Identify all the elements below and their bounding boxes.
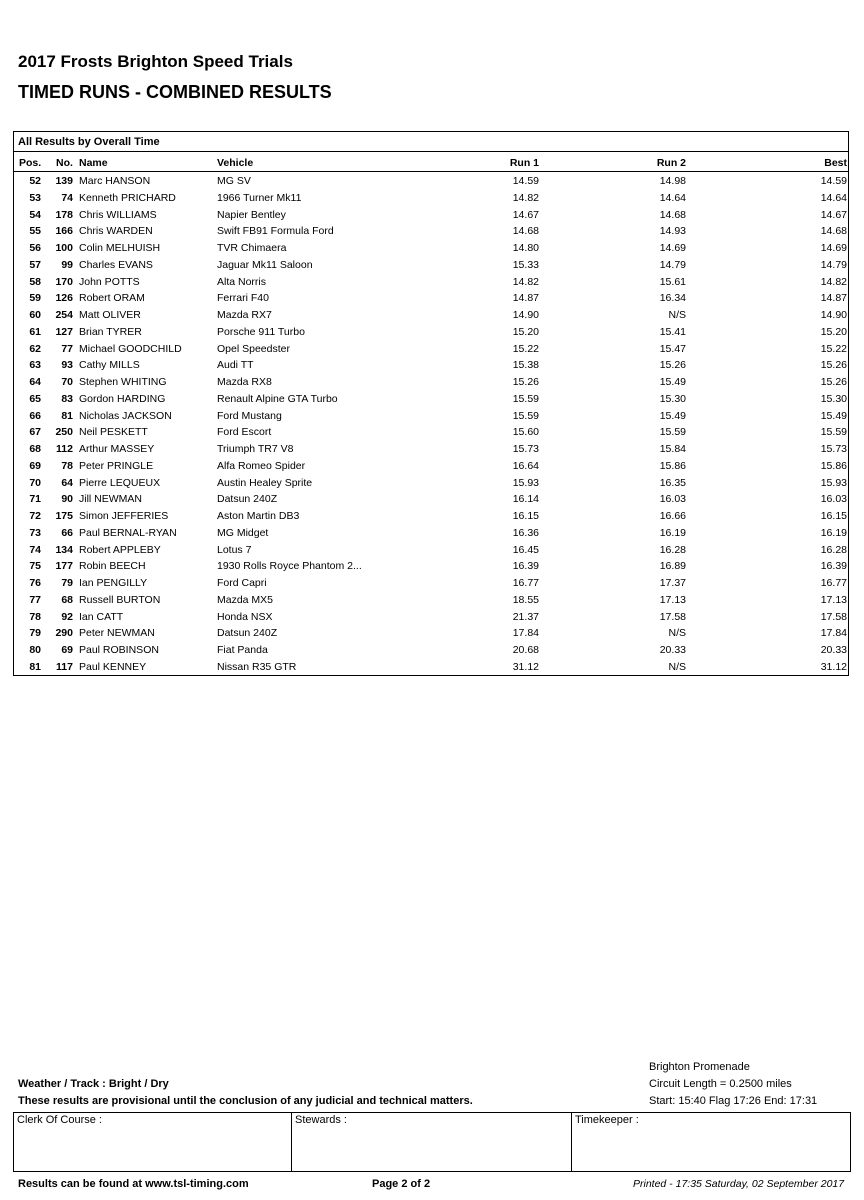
cell-best: 14.68 xyxy=(820,225,847,238)
cell-name: Brian TYRER xyxy=(79,325,142,338)
cell-name: Charles EVANS xyxy=(79,258,153,271)
table-row xyxy=(14,257,848,273)
cell-no: 64 xyxy=(61,476,73,489)
cell-pos: 70 xyxy=(29,476,41,489)
cell-name: Gordon HARDING xyxy=(79,392,166,405)
cell-run2: N/S xyxy=(668,309,686,321)
table-row xyxy=(14,173,848,189)
cell-pos: 52 xyxy=(29,175,41,187)
stewards-cell xyxy=(291,1113,571,1171)
cell-no: 170 xyxy=(55,275,73,288)
cell-pos: 63 xyxy=(29,359,41,372)
event-title: 2017 Frosts Brighton Speed Trials xyxy=(18,52,293,71)
cell-run2: 16.19 xyxy=(659,526,686,539)
cell-run1: 20.68 xyxy=(512,644,539,656)
cell-name: Robert APPLEBY xyxy=(79,543,161,556)
cell-no: 175 xyxy=(55,510,73,522)
cell-name: Colin MELHUISH xyxy=(79,242,161,254)
header-run2: Run 2 xyxy=(656,157,686,169)
cell-name: Cathy MILLS xyxy=(79,359,140,372)
table-row xyxy=(14,240,848,256)
cell-name: Peter PRINGLE xyxy=(79,459,154,472)
cell-vehicle: Nissan R35 GTR xyxy=(217,660,297,673)
results-caption: All Results by Overall Time xyxy=(18,136,160,148)
table-row xyxy=(14,207,848,223)
provisional-notice: These results are provisional until the conclusion of any judicial and technical matters. xyxy=(18,1095,473,1107)
cell-best: 31.12 xyxy=(820,660,847,673)
cell-pos: 76 xyxy=(29,577,41,589)
printed-timestamp: Printed - 17:35 Saturday, 02 September 2017 xyxy=(633,1178,845,1190)
page-title: TIMED RUNS - COMBINED RESULTS xyxy=(18,82,332,102)
cell-vehicle: Austin Healey Sprite xyxy=(217,476,313,489)
cell-run2: 16.89 xyxy=(659,560,686,573)
cell-name: Russell BURTON xyxy=(79,593,161,606)
cell-best: 15.26 xyxy=(820,376,847,388)
cell-run2: 15.61 xyxy=(659,275,686,288)
cell-run1: 15.22 xyxy=(512,342,539,355)
table-header xyxy=(14,155,848,171)
table-row xyxy=(14,542,848,558)
cell-vehicle: Aston Martin DB3 xyxy=(217,510,300,522)
table-row xyxy=(14,592,848,608)
cell-run2: 15.47 xyxy=(659,342,686,355)
cell-best: 14.82 xyxy=(820,275,847,288)
cell-name: Jill NEWMAN xyxy=(79,493,142,506)
cell-pos: 77 xyxy=(29,593,41,606)
cell-pos: 72 xyxy=(29,510,41,522)
table-row xyxy=(14,424,848,440)
cell-no: 92 xyxy=(61,610,73,623)
cell-no: 83 xyxy=(61,392,73,405)
table-row xyxy=(14,642,848,658)
cell-pos: 69 xyxy=(29,459,41,472)
cell-vehicle: Mazda MX5 xyxy=(217,593,274,606)
cell-vehicle: Alta Norris xyxy=(217,275,267,288)
cell-run1: 16.15 xyxy=(512,510,539,522)
cell-no: 78 xyxy=(61,459,73,472)
timekeeper-label: Timekeeper : xyxy=(575,1114,639,1126)
cell-no: 81 xyxy=(61,409,73,422)
cell-vehicle: Swift FB91 Formula Ford xyxy=(217,225,334,238)
cell-no: 290 xyxy=(55,627,73,640)
cell-vehicle: 1966 Turner Mk11 xyxy=(217,191,302,204)
results-website: Results can be found at www.tsl-timing.com xyxy=(18,1178,249,1190)
cell-pos: 80 xyxy=(29,644,41,656)
cell-name: Simon JEFFERIES xyxy=(79,510,169,522)
cell-name: Matt OLIVER xyxy=(79,309,141,321)
cell-run1: 15.26 xyxy=(512,376,539,388)
cell-no: 177 xyxy=(55,560,73,573)
header-divider xyxy=(14,171,848,172)
cell-no: 112 xyxy=(56,443,73,455)
session-times: Start: 15:40 Flag 17:26 End: 17:31 xyxy=(649,1095,818,1107)
cell-no: 70 xyxy=(61,376,73,388)
table-row xyxy=(14,391,848,407)
cell-run1: 17.84 xyxy=(512,627,539,640)
cell-run2: 15.49 xyxy=(659,409,686,422)
cell-run2: 16.35 xyxy=(659,476,686,489)
cell-no: 69 xyxy=(61,644,73,656)
cell-no: 139 xyxy=(55,175,73,187)
cell-best: 14.79 xyxy=(820,258,847,271)
table-row xyxy=(14,374,848,390)
cell-best: 15.59 xyxy=(820,426,847,439)
cell-no: 166 xyxy=(55,225,73,238)
cell-pos: 73 xyxy=(29,526,41,539)
table-row xyxy=(14,525,848,541)
cell-name: Ian PENGILLY xyxy=(79,577,148,589)
cell-run2: 17.58 xyxy=(659,610,686,623)
page-number: Page 2 of 2 xyxy=(372,1178,431,1190)
table-row xyxy=(14,307,848,323)
cell-run2: 14.93 xyxy=(659,225,686,238)
cell-best: 16.39 xyxy=(820,560,847,573)
cell-run2: 14.98 xyxy=(659,175,686,187)
header-no: No. xyxy=(56,157,73,169)
cell-run2: 16.03 xyxy=(659,493,686,506)
cell-name: Robert ORAM xyxy=(79,292,145,305)
cell-name: John POTTS xyxy=(79,275,140,288)
cell-name: Arthur MASSEY xyxy=(79,443,155,455)
cell-pos: 55 xyxy=(29,225,41,238)
table-row xyxy=(14,508,848,524)
cell-run2: 17.37 xyxy=(659,577,686,589)
cell-run2: 16.28 xyxy=(659,543,686,556)
cell-run1: 15.73 xyxy=(512,443,539,455)
cell-vehicle: Alfa Romeo Spider xyxy=(217,459,306,472)
cell-run2: 16.34 xyxy=(659,292,686,305)
cell-best: 20.33 xyxy=(820,644,847,656)
cell-name: Paul ROBINSON xyxy=(79,644,159,656)
cell-run2: N/S xyxy=(668,627,686,640)
results-table xyxy=(13,131,849,676)
cell-vehicle: Lotus 7 xyxy=(217,543,252,556)
cell-vehicle: Ford Mustang xyxy=(217,409,282,422)
table-row xyxy=(14,625,848,641)
cell-vehicle: TVR Chimaera xyxy=(217,242,287,254)
cell-vehicle: MG SV xyxy=(217,175,251,187)
cell-pos: 79 xyxy=(29,627,41,640)
cell-run1: 15.38 xyxy=(512,359,539,372)
cell-run2: 14.69 xyxy=(659,242,686,254)
cell-run2: 14.68 xyxy=(659,208,686,221)
cell-best: 14.90 xyxy=(820,309,847,321)
cell-vehicle: Ford Capri xyxy=(217,577,267,589)
cell-run2: 20.33 xyxy=(659,644,686,656)
cell-vehicle: Jaguar Mk11 Saloon xyxy=(217,258,313,271)
cell-no: 93 xyxy=(61,359,73,372)
cell-pos: 57 xyxy=(29,258,41,271)
cell-vehicle: Audi TT xyxy=(217,359,254,372)
cell-vehicle: Ford Escort xyxy=(217,426,272,439)
cell-pos: 64 xyxy=(29,376,41,388)
cell-vehicle: Datsun 240Z xyxy=(217,493,278,506)
circuit-length: Circuit Length = 0.2500 miles xyxy=(649,1078,792,1090)
table-row xyxy=(14,659,848,675)
signature-box xyxy=(13,1112,851,1172)
cell-name: Pierre LEQUEUX xyxy=(79,476,161,489)
cell-name: Kenneth PRICHARD xyxy=(79,191,176,204)
cell-run1: 14.90 xyxy=(512,309,539,321)
cell-pos: 74 xyxy=(29,543,41,556)
header-vehicle: Vehicle xyxy=(217,157,254,169)
weather-track: Weather / Track : Bright / Dry xyxy=(18,1078,169,1090)
cell-pos: 54 xyxy=(29,208,41,221)
cell-no: 250 xyxy=(55,426,73,439)
cell-no: 66 xyxy=(61,526,73,539)
cell-vehicle: MG Midget xyxy=(217,526,269,539)
cell-vehicle: Porsche 911 Turbo xyxy=(217,325,305,338)
cell-run1: 15.33 xyxy=(512,258,539,271)
cell-run1: 16.64 xyxy=(512,459,539,472)
cell-best: 14.87 xyxy=(820,292,847,305)
cell-vehicle: Ferrari F40 xyxy=(217,292,269,305)
table-row xyxy=(14,290,848,306)
cell-vehicle: Triumph TR7 V8 xyxy=(217,443,294,455)
cell-best: 15.73 xyxy=(820,443,847,455)
table-row xyxy=(14,475,848,491)
table-row xyxy=(14,575,848,591)
cell-run1: 15.59 xyxy=(512,392,539,405)
table-row xyxy=(14,190,848,206)
cell-pos: 67 xyxy=(29,426,41,439)
cell-name: Ian CATT xyxy=(79,610,124,623)
cell-no: 99 xyxy=(61,258,73,271)
cell-pos: 58 xyxy=(29,275,41,288)
cell-best: 16.77 xyxy=(820,577,847,589)
cell-pos: 75 xyxy=(29,560,41,573)
cell-vehicle: Opel Speedster xyxy=(217,342,290,355)
cell-no: 127 xyxy=(55,325,73,338)
cell-run1: 14.68 xyxy=(512,225,539,238)
table-row xyxy=(14,609,848,625)
cell-run1: 14.59 xyxy=(512,175,539,187)
stewards-label: Stewards : xyxy=(295,1114,347,1126)
cell-name: Neil PESKETT xyxy=(79,426,148,439)
cell-no: 77 xyxy=(61,342,73,355)
cell-no: 90 xyxy=(61,493,73,506)
cell-no: 178 xyxy=(55,208,73,221)
cell-best: 15.26 xyxy=(820,359,847,372)
cell-best: 17.84 xyxy=(820,627,847,640)
cell-run2: 15.26 xyxy=(659,359,686,372)
cell-run2: 15.49 xyxy=(659,376,686,388)
cell-name: Chris WILLIAMS xyxy=(79,208,157,221)
cell-name: Nicholas JACKSON xyxy=(79,409,172,422)
cell-name: Paul BERNAL-RYAN xyxy=(79,526,177,539)
cell-run2: 15.86 xyxy=(659,459,686,472)
cell-pos: 68 xyxy=(29,443,41,455)
cell-pos: 66 xyxy=(29,409,41,422)
cell-name: Robin BEECH xyxy=(79,560,146,573)
cell-vehicle: Renault Alpine GTA Turbo xyxy=(217,392,338,405)
cell-pos: 59 xyxy=(29,292,41,305)
cell-pos: 65 xyxy=(29,392,41,405)
cell-run1: 31.12 xyxy=(512,660,539,673)
timekeeper-cell xyxy=(571,1113,850,1171)
cell-run1: 16.39 xyxy=(512,560,539,573)
cell-pos: 61 xyxy=(29,325,41,338)
cell-best: 16.15 xyxy=(820,510,847,522)
cell-vehicle: 1930 Rolls Royce Phantom 2... xyxy=(217,560,362,573)
cell-no: 134 xyxy=(55,543,73,556)
cell-pos: 60 xyxy=(29,309,41,321)
cell-run1: 14.80 xyxy=(512,242,539,254)
cell-vehicle: Datsun 240Z xyxy=(217,627,278,640)
cell-run1: 18.55 xyxy=(512,593,539,606)
cell-best: 15.30 xyxy=(820,392,847,405)
cell-run1: 15.20 xyxy=(512,325,539,338)
cell-best: 16.19 xyxy=(820,526,847,539)
table-row xyxy=(14,558,848,574)
cell-run2: 17.13 xyxy=(659,593,686,606)
cell-pos: 56 xyxy=(29,242,41,254)
cell-best: 16.28 xyxy=(820,543,847,556)
cell-pos: 53 xyxy=(29,191,41,204)
cell-pos: 71 xyxy=(29,493,41,506)
cell-best: 15.93 xyxy=(820,476,847,489)
table-row xyxy=(14,408,848,424)
table-row xyxy=(14,274,848,290)
cell-no: 79 xyxy=(61,577,73,589)
cell-run1: 16.77 xyxy=(512,577,539,589)
cell-name: Stephen WHITING xyxy=(79,376,167,388)
header-pos: Pos. xyxy=(19,157,41,169)
cell-run2: 15.84 xyxy=(659,443,686,455)
table-row xyxy=(14,341,848,357)
cell-best: 15.49 xyxy=(820,409,847,422)
cell-vehicle: Mazda RX8 xyxy=(217,376,272,388)
cell-best: 16.03 xyxy=(820,493,847,506)
cell-vehicle: Fiat Panda xyxy=(217,644,268,656)
cell-best: 15.22 xyxy=(820,342,847,355)
cell-run1: 15.60 xyxy=(512,426,539,439)
cell-run1: 14.67 xyxy=(512,208,539,221)
cell-run1: 16.14 xyxy=(512,493,539,506)
table-row xyxy=(14,357,848,373)
cell-run2: 16.66 xyxy=(659,510,686,522)
header-name: Name xyxy=(79,157,108,169)
cell-run1: 21.37 xyxy=(512,610,539,623)
header-best: Best xyxy=(824,157,847,169)
cell-no: 68 xyxy=(61,593,73,606)
cell-name: Chris WARDEN xyxy=(79,225,153,238)
cell-run2: 14.64 xyxy=(659,191,686,204)
cell-best: 17.58 xyxy=(820,610,847,623)
cell-run2: N/S xyxy=(668,660,686,673)
cell-vehicle: Napier Bentley xyxy=(217,208,286,221)
header-run1: Run 1 xyxy=(509,157,539,169)
cell-run1: 14.82 xyxy=(512,275,539,288)
caption-divider xyxy=(14,151,848,152)
cell-name: Paul KENNEY xyxy=(79,660,147,673)
clerk-of-course-label: Clerk Of Course : xyxy=(17,1114,102,1126)
cell-run1: 14.87 xyxy=(512,292,539,305)
cell-best: 15.20 xyxy=(820,325,847,338)
table-row xyxy=(14,223,848,239)
cell-vehicle: Honda NSX xyxy=(217,610,273,623)
cell-pos: 78 xyxy=(29,610,41,623)
cell-name: Peter NEWMAN xyxy=(79,627,155,640)
cell-run1: 15.59 xyxy=(512,409,539,422)
cell-run2: 14.79 xyxy=(659,258,686,271)
cell-best: 14.67 xyxy=(820,208,847,221)
cell-best: 15.86 xyxy=(820,459,847,472)
cell-name: Marc HANSON xyxy=(79,175,151,187)
cell-best: 17.13 xyxy=(820,593,847,606)
cell-name: Michael GOODCHILD xyxy=(79,342,182,355)
table-row xyxy=(14,324,848,340)
cell-pos: 62 xyxy=(29,342,41,355)
cell-run1: 16.45 xyxy=(512,543,539,556)
cell-run2: 15.59 xyxy=(659,426,686,439)
cell-run2: 15.41 xyxy=(659,325,686,338)
cell-run1: 14.82 xyxy=(512,191,539,204)
cell-vehicle: Mazda RX7 xyxy=(217,309,272,321)
cell-run2: 15.30 xyxy=(659,392,686,405)
cell-run1: 16.36 xyxy=(512,526,539,539)
cell-no: 117 xyxy=(56,660,73,673)
cell-best: 14.64 xyxy=(820,191,847,204)
clerk-of-course-cell xyxy=(14,1113,291,1171)
cell-no: 74 xyxy=(61,191,73,204)
cell-no: 100 xyxy=(55,242,73,254)
table-row xyxy=(14,441,848,457)
cell-best: 14.59 xyxy=(820,175,847,187)
cell-best: 14.69 xyxy=(820,242,847,254)
table-row xyxy=(14,491,848,507)
cell-no: 126 xyxy=(55,292,73,305)
cell-pos: 81 xyxy=(29,660,41,673)
venue: Brighton Promenade xyxy=(649,1061,750,1073)
table-row xyxy=(14,458,848,474)
cell-run1: 15.93 xyxy=(512,476,539,489)
cell-no: 254 xyxy=(55,309,73,321)
